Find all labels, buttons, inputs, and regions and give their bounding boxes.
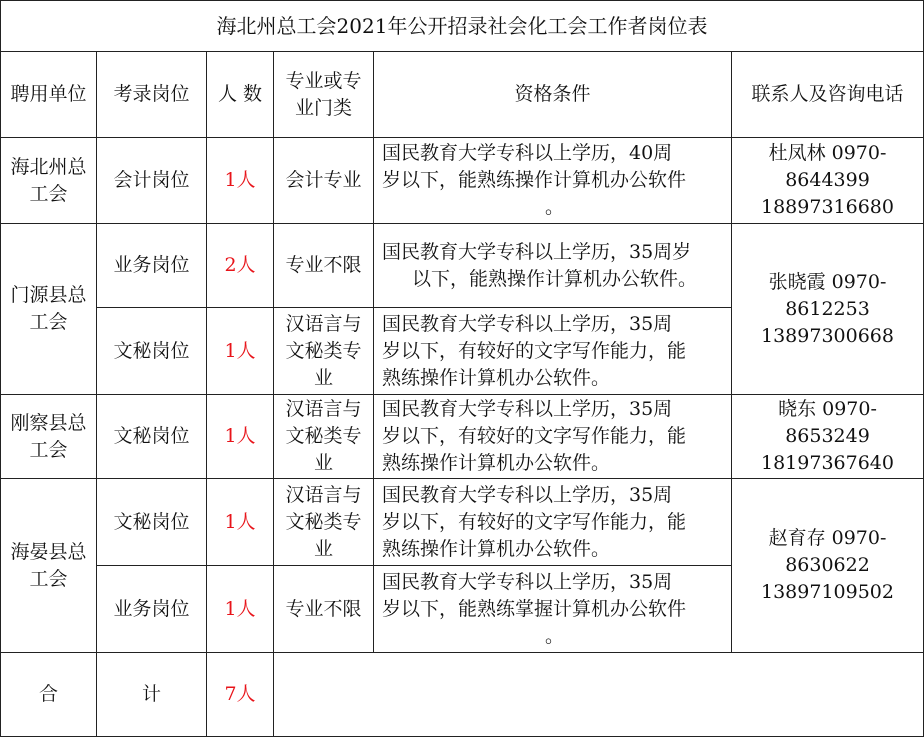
table-row: [1, 479, 924, 566]
qualification-cell: [374, 479, 732, 566]
qualification-line: 岁以下，能熟练操作计算机办公软件: [382, 169, 687, 191]
count-cell: 1人: [207, 395, 274, 479]
qualification-line: 熟练操作计算机办公软件。: [382, 366, 611, 389]
qualification-line: 国民教育大学专科以上学历，35周: [382, 398, 673, 420]
count-cell: 2人: [207, 224, 274, 308]
major-cell: 会计专业: [274, 138, 374, 224]
header-major-line2: 业门类: [294, 96, 352, 119]
count-cell: 1人: [207, 479, 274, 566]
unit-cell: 刚察县总工会: [1, 395, 97, 479]
contact-cell: [732, 224, 924, 395]
qualification-cell: [374, 138, 732, 224]
contact-name-phone: 杜凤林 0970-: [768, 142, 887, 164]
qualification-line: 。: [544, 196, 564, 218]
total-label-ji: 计: [97, 653, 207, 737]
qualification-line: 熟练操作计算机办公软件。: [382, 537, 611, 560]
header-position: 考录岗位: [97, 52, 207, 138]
position-cell: 业务岗位: [97, 224, 207, 308]
contact-mobile: 13897109502: [761, 581, 894, 603]
table-row: [1, 224, 924, 308]
qualification-line: 以下，能熟操作计算机办公软件。: [411, 267, 697, 290]
count-cell: 1人: [207, 566, 274, 653]
contact-mobile: 13897300668: [761, 324, 894, 347]
qualification-cell: [374, 224, 732, 308]
table-row: [1, 395, 924, 479]
table-title: 海北州总工会2021年公开招录社会化工会工作者岗位表: [1, 1, 924, 52]
qualification-line: 岁以下，有较好的文字写作能力，能: [382, 510, 687, 533]
total-empty-cell: [274, 653, 924, 737]
count-cell: 1人: [207, 138, 274, 224]
qualification-cell: [374, 308, 732, 395]
qualification-line: 国民教育大学专科以上学历，35周: [382, 312, 673, 335]
qualification-cell: [374, 566, 732, 653]
total-label-he: 合: [1, 653, 97, 737]
qualification-line: 岁以下，有较好的文字写作能力，能: [382, 425, 687, 447]
header-major: [274, 52, 374, 138]
position-cell: 文秘岗位: [97, 308, 207, 395]
contact-cell: [732, 479, 924, 653]
position-cell: 文秘岗位: [97, 479, 207, 566]
header-contact: 联系人及咨询电话: [732, 52, 924, 138]
contact-name-phone: 赵育存 0970-: [768, 527, 887, 549]
header-major-line1: 专业或专: [285, 69, 362, 92]
qualification-line: 岁以下，有较好的文字写作能力，能: [382, 339, 687, 362]
contact-mobile: 18897316680: [761, 196, 894, 218]
qualification-line: 。: [544, 624, 564, 647]
qualification-line: 岁以下，能熟练掌握计算机办公软件: [382, 597, 687, 620]
major-cell: 专业不限: [274, 566, 374, 653]
contact-cell: [732, 138, 924, 224]
position-cell: 业务岗位: [97, 566, 207, 653]
total-row: [1, 653, 924, 737]
qualification-line: 国民教育大学专科以上学历，35周: [382, 483, 673, 506]
position-cell: 会计岗位: [97, 138, 207, 224]
unit-cell: 海晏县总工会: [1, 479, 97, 653]
major-cell: 汉语言与文秘类专业: [274, 395, 374, 479]
unit-cell: 海北州总工会: [1, 138, 97, 224]
major-cell: 汉语言与文秘类专业: [274, 479, 374, 566]
position-cell: 文秘岗位: [97, 395, 207, 479]
total-count: 7人: [207, 653, 274, 737]
header-count: 人 数: [207, 52, 274, 138]
contact-cell: [732, 395, 924, 479]
contact-name-phone: 晓东 0970-: [778, 398, 877, 420]
contact-phone: 8644399: [785, 169, 870, 191]
contact-name-phone: 张晓霞 0970-: [768, 270, 887, 293]
major-cell: 汉语言与文秘类专业: [274, 308, 374, 395]
header-qualification: 资格条件: [374, 52, 732, 138]
unit-cell: 门源县总工会: [1, 224, 97, 395]
contact-phone: 8630622: [785, 554, 870, 576]
contact-mobile: 18197367640: [761, 452, 894, 474]
table-row: [1, 138, 924, 224]
qualification-line: 国民教育大学专科以上学历，40周: [382, 142, 673, 164]
qualification-cell: [374, 395, 732, 479]
contact-phone: 8653249: [785, 425, 870, 447]
header-unit: 聘用单位: [1, 52, 97, 138]
contact-phone: 8612253: [785, 297, 870, 320]
qualification-line: 国民教育大学专科以上学历，35周岁: [382, 240, 692, 263]
major-cell: 专业不限: [274, 224, 374, 308]
qualification-line: 熟练操作计算机办公软件。: [382, 452, 611, 474]
count-cell: 1人: [207, 308, 274, 395]
qualification-line: 国民教育大学专科以上学历，35周: [382, 570, 673, 593]
